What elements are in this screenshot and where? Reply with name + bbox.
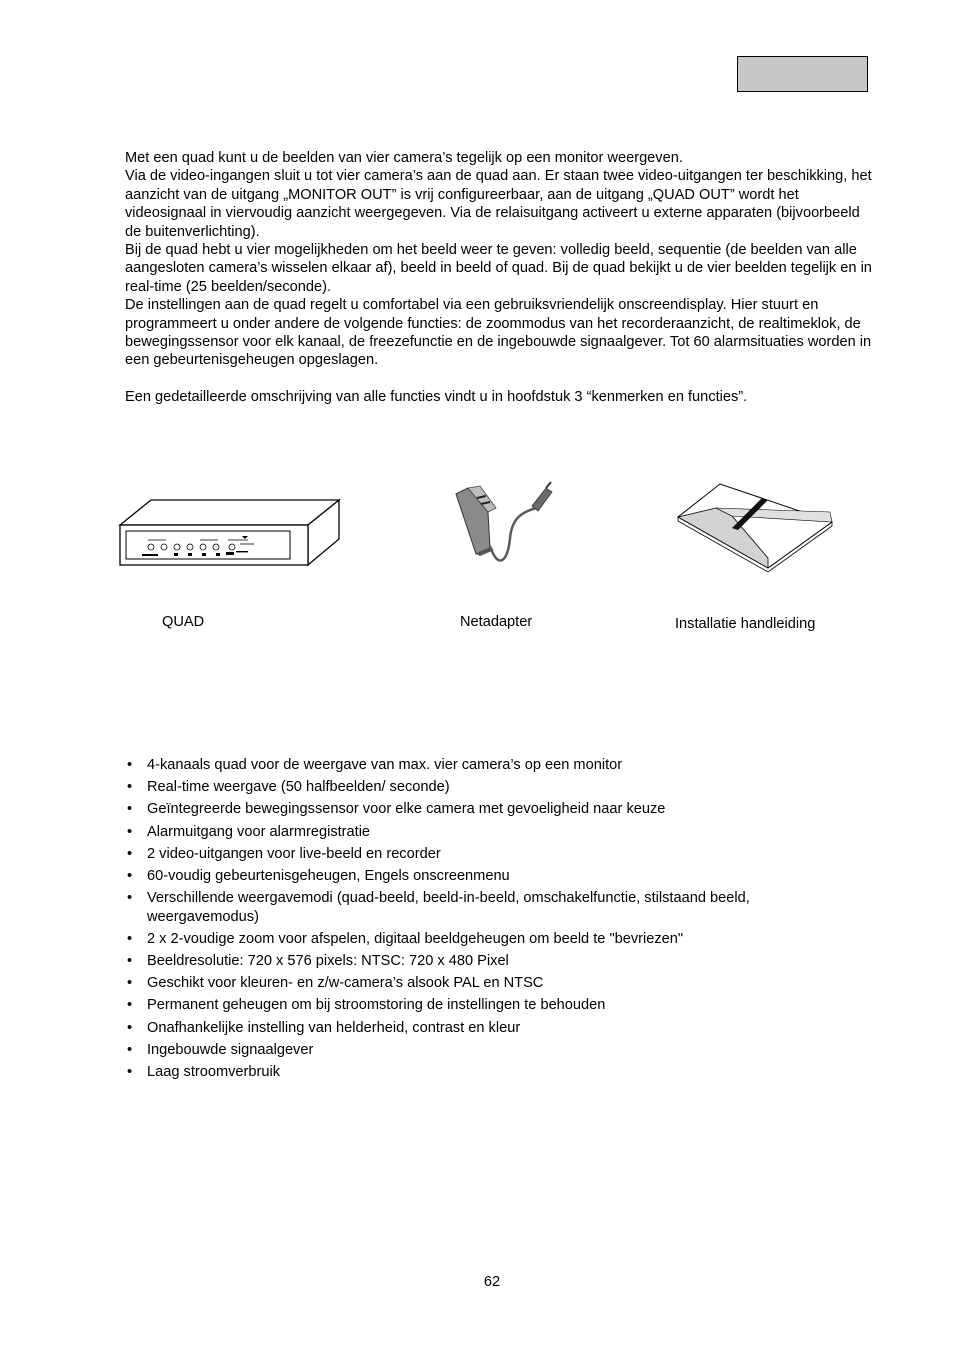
feature-text: Ingebouwde signaalgever <box>147 1041 314 1058</box>
feature-item <box>125 930 845 948</box>
feature-item <box>125 845 845 863</box>
bullet: • <box>127 890 133 907</box>
intro-paragraph-2: Via de video-ingangen sluit u tot vier camera’s aan de quad aan. Er staan twee video-uitgangen ter beschikking, het aanzicht van de uitgang „MONITOR OUT” is vrij configureerbaar, aan de uitgang „QUAD OUT” wordt het videosignaal in viervoudig aanzicht weergegeven. Via de relaisuitgang activeert u externe apparaten (bijvoorbeeld de buitenverlichting). <box>125 168 872 240</box>
feature-list <box>125 756 845 1085</box>
feature-text: Geschikt voor kleuren- en z/w-camera’s alsook PAL en NTSC <box>147 975 544 992</box>
feature-item <box>125 867 845 885</box>
page-number: 62 <box>483 1274 501 1290</box>
adapter-caption: Netadapter <box>460 614 533 630</box>
power-adapter-image <box>446 478 556 572</box>
intro-text <box>125 149 880 407</box>
feature-item <box>125 996 845 1014</box>
feature-text: 4-kanaals quad voor de weergave van max. vier camera’s op een monitor <box>147 757 623 773</box>
quad-device-image <box>118 496 342 568</box>
bullet: • <box>127 801 133 818</box>
bullet: • <box>127 953 133 970</box>
feature-item <box>125 952 845 970</box>
bullet: • <box>127 779 133 796</box>
bullet: • <box>127 997 133 1014</box>
feature-text: Verschillende weergavemodi (quad-beeld, beeld-in-beeld, omschakelfunctie, stilstaand beeld, weergavemodus) <box>147 890 750 925</box>
intro-paragraph-5: Een gedetailleerde omschrijving van alle functies vindt u in hoofdstuk 3 “kenmerken en functies”. <box>125 389 748 406</box>
feature-text: 2 video-uitgangen voor live-beeld en recorder <box>147 845 441 862</box>
feature-text: Onafhankelijke instelling van helderheid, contrast en kleur <box>147 1019 521 1036</box>
bullet: • <box>127 1041 133 1058</box>
feature-text: 2 x 2-voudige zoom voor afspelen, digitaal beeldgeheugen om beeld te "bevriezen" <box>147 930 684 947</box>
bullet: • <box>127 868 133 885</box>
bullet: • <box>127 757 133 773</box>
feature-item <box>125 1063 845 1081</box>
bullet: • <box>127 823 133 840</box>
feature-item <box>125 889 845 926</box>
bullet: • <box>127 975 133 992</box>
intro-paragraph-1: Met een quad kunt u de beelden van vier camera’s tegelijk op een monitor weergeven. <box>125 150 683 166</box>
feature-text: Laag stroomverbruik <box>147 1064 281 1081</box>
feature-item <box>125 823 845 841</box>
feature-item <box>125 756 845 774</box>
manual-caption: Installatie handleiding <box>675 616 816 632</box>
feature-item <box>125 800 845 818</box>
feature-item <box>125 1041 845 1059</box>
feature-text: 60-voudig gebeurtenisgeheugen, Engels onscreenmenu <box>147 868 510 885</box>
feature-text: Real-time weergave (50 halfbeelden/ seconde) <box>147 779 450 796</box>
quad-caption: QUAD <box>162 614 205 630</box>
language-tab-box <box>737 56 868 92</box>
bullet: • <box>127 930 133 947</box>
feature-item <box>125 778 845 796</box>
feature-item <box>125 1019 845 1037</box>
bullet: • <box>127 1019 133 1036</box>
feature-text: Alarmuitgang voor alarmregistratie <box>147 823 371 840</box>
manual-image <box>676 482 836 572</box>
bullet: • <box>127 845 133 862</box>
bullet: • <box>127 1064 133 1081</box>
feature-text: Beeldresolutie: 720 x 576 pixels: NTSC: 720 x 480 Pixel <box>147 953 509 970</box>
feature-text: Permanent geheugen om bij stroomstoring de instellingen te behouden <box>147 997 606 1014</box>
intro-paragraph-4: De instellingen aan de quad regelt u comfortabel via een gebruiksvriendelijk onscreendisplay. Hier stuurt en programmeert u onder andere de volgende functies: de zoommodus van het recorderaanzicht, de realtimeklok, de bewegingssensor voor elk kanaal, de freezefunctie en de ingebouwde signaalgever. Tot 60 alarmsituaties worden in een gebeurtenisgeheugen opgeslagen. <box>125 297 872 369</box>
intro-paragraph-3: Bij de quad hebt u vier mogelijkheden om het beeld weer te geven: volledig beeld, sequentie (de beelden van alle aangesloten camera’s wisselen elkaar af), beeld in beeld of quad. Bij de quad bekijkt u de vier beelden tegelijk en in real-time (25 beelden/seconde). <box>125 242 872 295</box>
feature-text: Geïntegreerde bewegingssensor voor elke camera met gevoeligheid naar keuze <box>147 801 666 818</box>
feature-item <box>125 974 845 992</box>
